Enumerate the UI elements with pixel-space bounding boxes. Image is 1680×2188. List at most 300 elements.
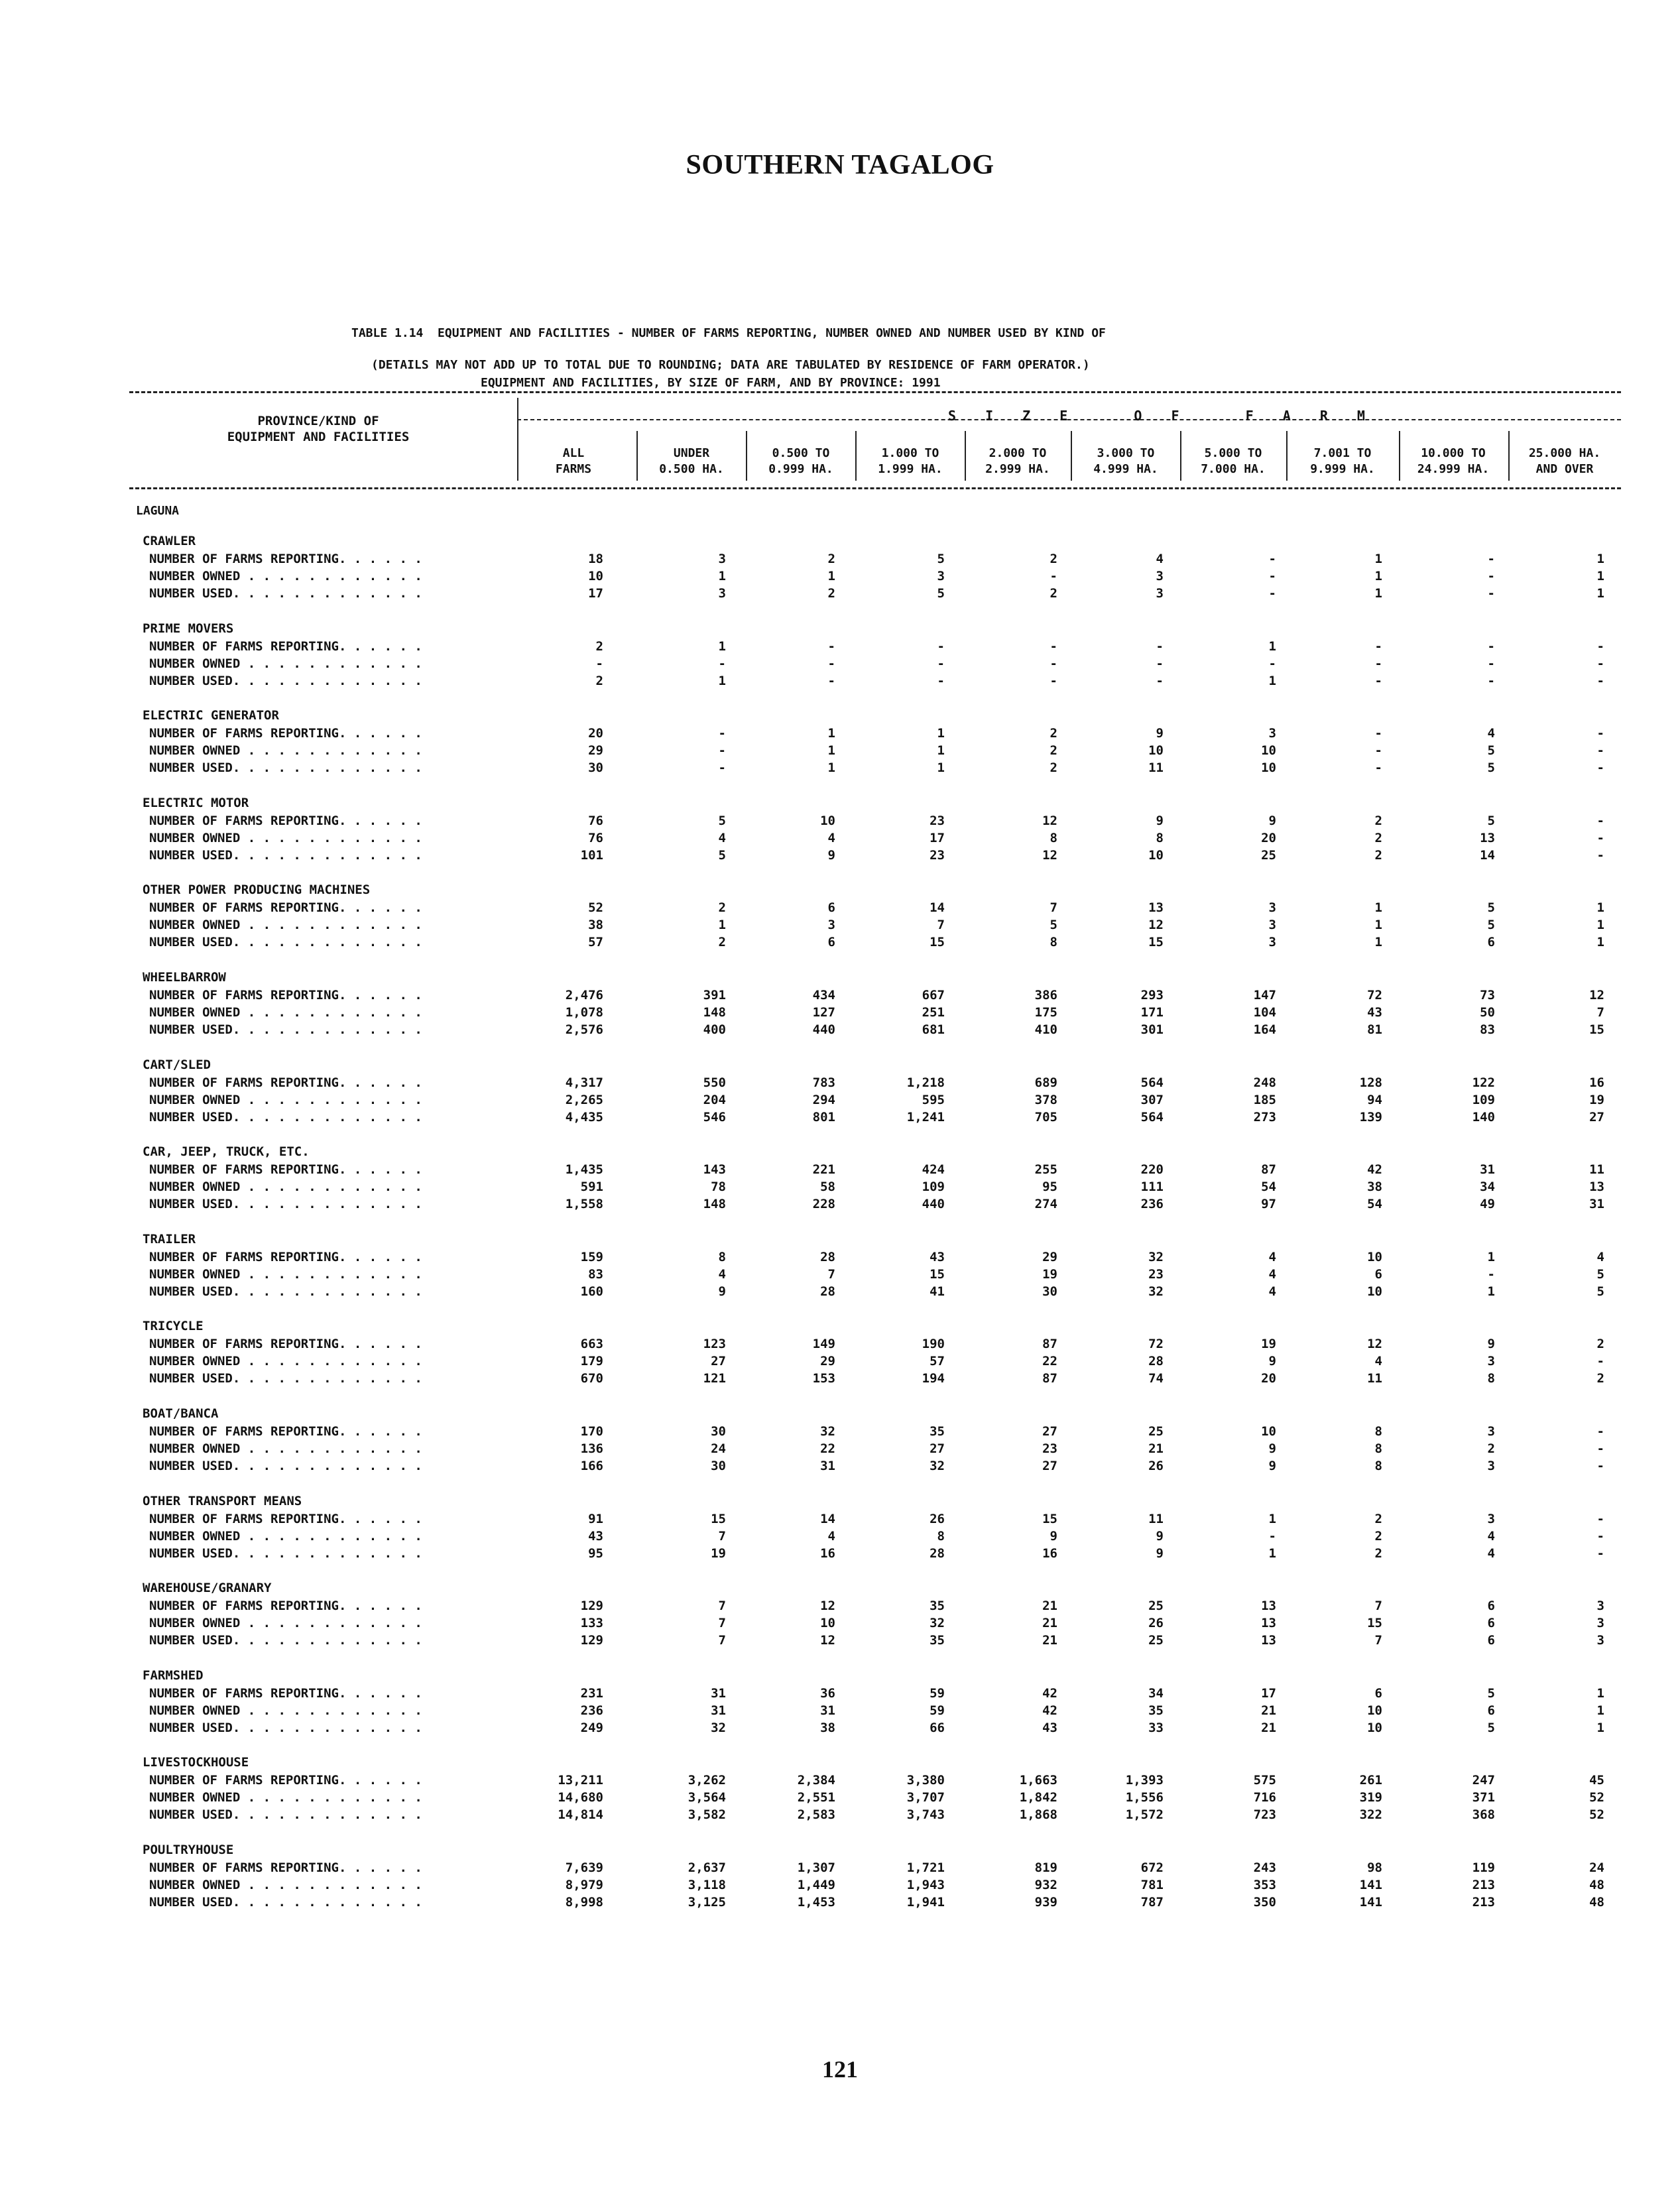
table-cell: 87 xyxy=(1261,1162,1276,1177)
table-cell: 2 xyxy=(1596,1371,1604,1386)
table-cell: 7 xyxy=(1596,1005,1604,1020)
table-cell: - xyxy=(1596,674,1604,688)
table-cell: 6 xyxy=(1487,1616,1495,1630)
table-cell: - xyxy=(1374,760,1382,775)
column-header xyxy=(1400,446,1506,477)
table-cell: 21 xyxy=(1042,1633,1057,1648)
table-row xyxy=(0,569,1680,585)
table-cell: 19 xyxy=(1042,1267,1057,1282)
row-label: NUMBER USED. . . . . . . . . . . . . xyxy=(149,848,422,863)
table-cell: 2 xyxy=(827,552,835,566)
table-cell: 13 xyxy=(1148,900,1164,915)
table-cell: 7 xyxy=(1374,1633,1382,1648)
table-cell: 1,663 xyxy=(1019,1773,1057,1788)
table-cell: 20 xyxy=(588,726,603,741)
table-cell: 322 xyxy=(1359,1807,1382,1822)
table-caption xyxy=(351,292,1478,408)
table-cell: 21 xyxy=(1042,1616,1057,1630)
table-cell: 13 xyxy=(1261,1616,1276,1630)
table-cell: 8 xyxy=(1487,1371,1495,1386)
table-cell: 663 xyxy=(580,1337,603,1351)
equipment-group xyxy=(0,1406,1680,1492)
table-row xyxy=(0,1895,1680,1912)
table-cell: 1 xyxy=(1596,1686,1604,1701)
row-label: NUMBER OF FARMS REPORTING. . . . . . xyxy=(149,1686,422,1701)
table-cell: 6 xyxy=(1487,935,1495,949)
row-label: NUMBER OF FARMS REPORTING. . . . . . xyxy=(149,814,422,828)
table-cell: 91 xyxy=(588,1512,603,1526)
table-cell: 15 xyxy=(711,1512,726,1526)
equipment-kind: OTHER POWER PRODUCING MACHINES xyxy=(143,882,371,897)
table-cell: - xyxy=(1374,743,1382,758)
table-cell: - xyxy=(718,656,726,671)
table-cell: 1,842 xyxy=(1019,1790,1057,1805)
table-cell: 104 xyxy=(1253,1005,1276,1020)
size-of-farm-label: S I Z E O F F A R M xyxy=(948,408,1376,424)
table-cell: 801 xyxy=(812,1110,835,1124)
table-cell: 301 xyxy=(1140,1022,1164,1037)
table-row xyxy=(0,586,1680,603)
column-header xyxy=(1290,446,1396,477)
table-cell: 249 xyxy=(580,1721,603,1735)
table-cell: 22 xyxy=(820,1441,835,1456)
table-cell: 1 xyxy=(1487,1284,1495,1299)
table-row xyxy=(0,1110,1680,1126)
table-cell: 7 xyxy=(718,1616,726,1630)
row-label: NUMBER USED. . . . . . . . . . . . . xyxy=(149,1371,422,1386)
table-cell: 213 xyxy=(1472,1895,1495,1910)
table-cell: 52 xyxy=(1589,1807,1604,1822)
row-label: NUMBER OF FARMS REPORTING. . . . . . xyxy=(149,1599,422,1613)
table-cell: 81 xyxy=(1367,1022,1382,1037)
table-cell: 8,979 xyxy=(565,1878,603,1892)
table-cell: 220 xyxy=(1140,1162,1164,1177)
table-cell: 5 xyxy=(1487,918,1495,932)
table-cell: 36 xyxy=(820,1686,835,1701)
table-cell: 2 xyxy=(1596,1337,1604,1351)
column-header-line-2: 1.999 HA. xyxy=(878,462,943,476)
table-cell: 20 xyxy=(1261,1371,1276,1386)
table-cell: 1 xyxy=(1374,552,1382,566)
table-cell: - xyxy=(1156,639,1164,654)
table-cell: 83 xyxy=(588,1267,603,1282)
table-cell: 307 xyxy=(1140,1093,1164,1107)
table-cell: 3 xyxy=(1596,1599,1604,1613)
table-cell: 49 xyxy=(1480,1197,1495,1211)
table-cell: 4 xyxy=(718,831,726,845)
table-cell: - xyxy=(1487,674,1495,688)
table-cell: 15 xyxy=(930,1267,945,1282)
column-divider xyxy=(1508,431,1510,481)
table-cell: 1,572 xyxy=(1125,1807,1164,1822)
table-cell: 4 xyxy=(1487,1529,1495,1544)
table-cell: 10 xyxy=(1261,743,1276,758)
table-cell: 12 xyxy=(1367,1337,1382,1351)
table-cell: 939 xyxy=(1034,1895,1057,1910)
table-cell: 5 xyxy=(1487,1686,1495,1701)
equipment-kind: FARMSHED xyxy=(143,1668,204,1683)
table-row xyxy=(0,831,1680,847)
table-row xyxy=(0,1529,1680,1546)
table-cell: 5 xyxy=(1487,900,1495,915)
table-cell: 160 xyxy=(580,1284,603,1299)
table-cell: - xyxy=(1596,1529,1604,1544)
table-cell: 353 xyxy=(1253,1878,1276,1892)
row-label: NUMBER OF FARMS REPORTING. . . . . . xyxy=(149,1773,422,1788)
row-label: NUMBER OWNED . . . . . . . . . . . . xyxy=(149,1093,422,1107)
table-cell: 350 xyxy=(1253,1895,1276,1910)
table-cell: - xyxy=(718,743,726,758)
table-cell: - xyxy=(827,639,835,654)
table-cell: 38 xyxy=(820,1721,835,1735)
table-cell: 932 xyxy=(1034,1878,1057,1892)
equipment-kind: POULTRYHOUSE xyxy=(143,1843,234,1857)
page-number: 121 xyxy=(822,2056,858,2083)
column-header xyxy=(748,446,854,477)
row-label: NUMBER OF FARMS REPORTING. . . . . . xyxy=(149,1424,422,1439)
column-header-line-2: FARMS xyxy=(555,462,592,476)
table-cell: 8 xyxy=(718,1250,726,1264)
table-cell: 35 xyxy=(930,1633,945,1648)
table-cell: - xyxy=(827,674,835,688)
table-row xyxy=(0,1005,1680,1022)
equipment-kind: ELECTRIC GENERATOR xyxy=(143,708,279,723)
column-divider xyxy=(746,431,747,481)
table-cell: - xyxy=(1487,586,1495,601)
table-cell: 9 xyxy=(1268,1354,1276,1368)
table-cell: 1 xyxy=(1487,1250,1495,1264)
column-header-line-2: 4.999 HA. xyxy=(1093,462,1158,476)
table-cell: 12 xyxy=(1589,988,1604,1003)
table-cell: 179 xyxy=(580,1354,603,1368)
table-cell: 247 xyxy=(1472,1773,1495,1788)
table-cell: 3 xyxy=(1268,726,1276,741)
table-cell: 42 xyxy=(1042,1703,1057,1718)
table-cell: 564 xyxy=(1140,1075,1164,1090)
table-cell: 27 xyxy=(930,1441,945,1456)
table-cell: 95 xyxy=(588,1546,603,1561)
table-cell: - xyxy=(1596,639,1604,654)
equipment-kind: WAREHOUSE/GRANARY xyxy=(143,1581,272,1595)
table-cell: 3,582 xyxy=(688,1807,726,1822)
table-cell: 9 xyxy=(1156,1546,1164,1561)
table-cell: 1 xyxy=(1268,639,1276,654)
table-cell: 24 xyxy=(1589,1860,1604,1875)
table-row xyxy=(0,1703,1680,1720)
table-cell: 2 xyxy=(1050,726,1057,741)
table-cell: 4,435 xyxy=(565,1110,603,1124)
column-header xyxy=(965,446,1071,477)
table-cell: 2 xyxy=(595,674,603,688)
table-cell: 3,707 xyxy=(906,1790,945,1805)
table-cell: 261 xyxy=(1359,1773,1382,1788)
table-cell: 1,558 xyxy=(565,1197,603,1211)
table-cell: 3,743 xyxy=(906,1807,945,1822)
table-cell: 54 xyxy=(1367,1197,1382,1211)
table-cell: 3 xyxy=(1596,1633,1604,1648)
equipment-group xyxy=(0,970,1680,1056)
table-cell: 371 xyxy=(1472,1790,1495,1805)
table-cell: 9 xyxy=(1268,814,1276,828)
table-cell: - xyxy=(1156,656,1164,671)
equipment-kind: PRIME MOVERS xyxy=(143,621,234,636)
table-row xyxy=(0,1267,1680,1284)
table-row xyxy=(0,1860,1680,1877)
table-cell: 26 xyxy=(1148,1459,1164,1473)
table-cell: 3 xyxy=(1268,900,1276,915)
table-cell: 670 xyxy=(580,1371,603,1386)
table-cell: 5 xyxy=(1596,1267,1604,1282)
column-divider xyxy=(1286,431,1288,481)
table-cell: 72 xyxy=(1367,988,1382,1003)
table-cell: 1 xyxy=(1268,674,1276,688)
table-cell: 21 xyxy=(1148,1441,1164,1456)
table-cell: 6 xyxy=(1374,1686,1382,1701)
table-cell: 83 xyxy=(1480,1022,1495,1037)
column-header-line-2: 0.500 HA. xyxy=(659,462,724,476)
row-label: NUMBER OF FARMS REPORTING. . . . . . xyxy=(149,552,422,566)
table-cell: 14 xyxy=(820,1512,835,1526)
equipment-group xyxy=(0,1232,1680,1318)
table-cell: 1 xyxy=(827,726,835,741)
table-row xyxy=(0,1424,1680,1441)
equipment-kind: CRAWLER xyxy=(143,534,196,548)
table-cell: 50 xyxy=(1480,1005,1495,1020)
table-cell: 20 xyxy=(1261,831,1276,845)
table-cell: 42 xyxy=(1367,1162,1382,1177)
table-cell: 26 xyxy=(1148,1616,1164,1630)
table-cell: 1 xyxy=(718,639,726,654)
table-cell: 10 xyxy=(588,569,603,583)
table-cell: 4 xyxy=(1487,726,1495,741)
table-cell: - xyxy=(1268,586,1276,601)
table-cell: 9 xyxy=(718,1284,726,1299)
table-cell: 3,118 xyxy=(688,1878,726,1892)
column-header xyxy=(638,446,745,477)
row-label: NUMBER USED. . . . . . . . . . . . . xyxy=(149,1721,422,1735)
column-divider xyxy=(636,431,638,481)
table-cell: 1 xyxy=(827,743,835,758)
row-label: NUMBER OWNED . . . . . . . . . . . . xyxy=(149,1616,422,1630)
column-header-line-1: 10.000 TO xyxy=(1421,446,1486,460)
row-label: NUMBER USED. . . . . . . . . . . . . xyxy=(149,760,422,775)
equipment-group xyxy=(0,534,1680,620)
table-cell: 595 xyxy=(922,1093,945,1107)
table-note: (DETAILS MAY NOT ADD UP TO TOTAL DUE TO ROUNDING; DATA ARE TABULATED BY RESIDENCE OF FARM OPERATOR.) xyxy=(371,358,1090,372)
table-cell: 19 xyxy=(1589,1093,1604,1107)
table-cell: 2 xyxy=(827,586,835,601)
table-cell: 136 xyxy=(580,1441,603,1456)
column-divider xyxy=(1071,431,1072,481)
row-label: NUMBER OWNED . . . . . . . . . . . . xyxy=(149,1878,422,1892)
table-cell: 10 xyxy=(1148,848,1164,863)
table-cell: 28 xyxy=(1148,1354,1164,1368)
table-row xyxy=(0,1807,1680,1824)
table-cell: 27 xyxy=(1042,1424,1057,1439)
table-cell: 9 xyxy=(1156,726,1164,741)
table-cell: 19 xyxy=(1261,1337,1276,1351)
table-cell: 121 xyxy=(703,1371,726,1386)
table-cell: 8 xyxy=(1374,1459,1382,1473)
table-cell: 43 xyxy=(930,1250,945,1264)
table-cell: 16 xyxy=(1589,1075,1604,1090)
table-cell: 73 xyxy=(1480,988,1495,1003)
table-cell: - xyxy=(1268,569,1276,583)
row-label: NUMBER USED. . . . . . . . . . . . . xyxy=(149,1459,422,1473)
table-cell: 128 xyxy=(1359,1075,1382,1090)
table-cell: 13 xyxy=(1261,1633,1276,1648)
row-label: NUMBER OWNED . . . . . . . . . . . . xyxy=(149,1005,422,1020)
column-divider xyxy=(517,398,518,481)
table-cell: 5 xyxy=(718,814,726,828)
table-cell: 4 xyxy=(1487,1546,1495,1561)
table-cell: 27 xyxy=(1589,1110,1604,1124)
table-cell: 72 xyxy=(1148,1337,1164,1351)
table-cell: 143 xyxy=(703,1162,726,1177)
table-cell: 4 xyxy=(1374,1354,1382,1368)
table-cell: - xyxy=(1596,1424,1604,1439)
table-cell: 1,449 xyxy=(797,1878,835,1892)
table-cell: 236 xyxy=(1140,1197,1164,1211)
table-cell: 129 xyxy=(580,1599,603,1613)
table-cell: - xyxy=(1596,743,1604,758)
table-cell: 319 xyxy=(1359,1790,1382,1805)
table-cell: 30 xyxy=(711,1424,726,1439)
table-cell: 87 xyxy=(1042,1371,1057,1386)
table-cell: 21 xyxy=(1042,1599,1057,1613)
table-cell: 34 xyxy=(1480,1180,1495,1194)
table-cell: 5 xyxy=(1487,1721,1495,1735)
table-cell: 2 xyxy=(1487,1441,1495,1456)
table-cell: 43 xyxy=(1042,1721,1057,1735)
table-cell: - xyxy=(937,674,945,688)
row-label: NUMBER OWNED . . . . . . . . . . . . xyxy=(149,1703,422,1718)
table-cell: 94 xyxy=(1367,1093,1382,1107)
table-cell: 98 xyxy=(1367,1860,1382,1875)
equipment-group xyxy=(0,1668,1680,1754)
table-cell: 368 xyxy=(1472,1807,1495,1822)
region-title: SOUTHERN TAGALOG xyxy=(686,150,994,180)
table-cell: 15 xyxy=(1148,935,1164,949)
table-cell: 10 xyxy=(820,814,835,828)
table-cell: 26 xyxy=(930,1512,945,1526)
table-cell: 15 xyxy=(1589,1022,1604,1037)
table-cell: 4 xyxy=(1156,552,1164,566)
table-cell: 123 xyxy=(703,1337,726,1351)
table-cell: 21 xyxy=(1261,1703,1276,1718)
table-cell: 153 xyxy=(812,1371,835,1386)
table-cell: 29 xyxy=(820,1354,835,1368)
table-cell: 1 xyxy=(1596,1721,1604,1735)
table-row xyxy=(0,1616,1680,1632)
table-cell: 185 xyxy=(1253,1093,1276,1107)
row-label: NUMBER USED. . . . . . . . . . . . . xyxy=(149,935,422,949)
table-cell: 9 xyxy=(1050,1529,1057,1544)
table-cell: - xyxy=(1374,726,1382,741)
table-cell: 1,307 xyxy=(797,1860,835,1875)
table-cell: - xyxy=(1050,569,1057,583)
table-cell: 7 xyxy=(1050,900,1057,915)
table-cell: 440 xyxy=(812,1022,835,1037)
table-cell: - xyxy=(595,656,603,671)
table-cell: 689 xyxy=(1034,1075,1057,1090)
table-cell: 30 xyxy=(711,1459,726,1473)
table-cell: 2 xyxy=(1374,848,1382,863)
table-cell: 1,393 xyxy=(1125,1773,1164,1788)
table-cell: 4 xyxy=(1268,1267,1276,1282)
table-cell: 4 xyxy=(827,831,835,845)
table-cell: - xyxy=(1268,656,1276,671)
table-cell: 12 xyxy=(1148,918,1164,932)
table-cell: - xyxy=(1487,552,1495,566)
table-row xyxy=(0,1180,1680,1196)
table-cell: 7 xyxy=(827,1267,835,1282)
table-cell: 12 xyxy=(820,1599,835,1613)
table-cell: 35 xyxy=(930,1424,945,1439)
table-cell: 5 xyxy=(718,848,726,863)
column-header xyxy=(1512,446,1618,477)
table-cell: 3 xyxy=(1156,569,1164,583)
table-cell: 18 xyxy=(588,552,603,566)
table-cell: 2,265 xyxy=(565,1093,603,1107)
table-row xyxy=(0,848,1680,865)
column-header-line-1: 0.500 TO xyxy=(772,446,830,460)
table-cell: 550 xyxy=(703,1075,726,1090)
table-cell: 3 xyxy=(1487,1424,1495,1439)
table-cell: 424 xyxy=(922,1162,945,1177)
table-cell: 10 xyxy=(1261,760,1276,775)
table-row xyxy=(0,1162,1680,1179)
table-cell: 2 xyxy=(1050,743,1057,758)
column-divider xyxy=(855,431,857,481)
table-cell: - xyxy=(1487,639,1495,654)
table-cell: 122 xyxy=(1472,1075,1495,1090)
equipment-kind: CART/SLED xyxy=(143,1058,211,1072)
column-header xyxy=(1180,446,1286,477)
table-cell: 5 xyxy=(1487,743,1495,758)
table-cell: 140 xyxy=(1472,1110,1495,1124)
table-cell: - xyxy=(1374,674,1382,688)
table-cell: 9 xyxy=(1487,1337,1495,1351)
column-header-line-1: 2.000 TO xyxy=(989,446,1047,460)
table-cell: - xyxy=(1050,639,1057,654)
table-row xyxy=(0,1075,1680,1092)
table-cell: 564 xyxy=(1140,1110,1164,1124)
table-row xyxy=(0,743,1680,760)
table-cell: 273 xyxy=(1253,1110,1276,1124)
equipment-group xyxy=(0,1843,1680,1929)
table-cell: 23 xyxy=(1148,1267,1164,1282)
table-cell: - xyxy=(1596,848,1604,863)
table-cell: - xyxy=(827,656,835,671)
column-header-line-2: 0.999 HA. xyxy=(768,462,833,476)
table-cell: - xyxy=(1596,656,1604,671)
table-cell: - xyxy=(1487,656,1495,671)
table-row xyxy=(0,814,1680,830)
table-row xyxy=(0,1337,1680,1353)
table-cell: 54 xyxy=(1261,1180,1276,1194)
table-cell: 22 xyxy=(1042,1354,1057,1368)
table-cell: 27 xyxy=(1042,1459,1057,1473)
equipment-kind: ELECTRIC MOTOR xyxy=(143,796,249,810)
table-cell: 1,218 xyxy=(906,1075,945,1090)
table-cell: 1 xyxy=(827,569,835,583)
row-label: NUMBER OF FARMS REPORTING. . . . . . xyxy=(149,1075,422,1090)
table-cell: 251 xyxy=(922,1005,945,1020)
table-row xyxy=(0,1790,1680,1807)
table-cell: 221 xyxy=(812,1162,835,1177)
table-cell: - xyxy=(1374,656,1382,671)
